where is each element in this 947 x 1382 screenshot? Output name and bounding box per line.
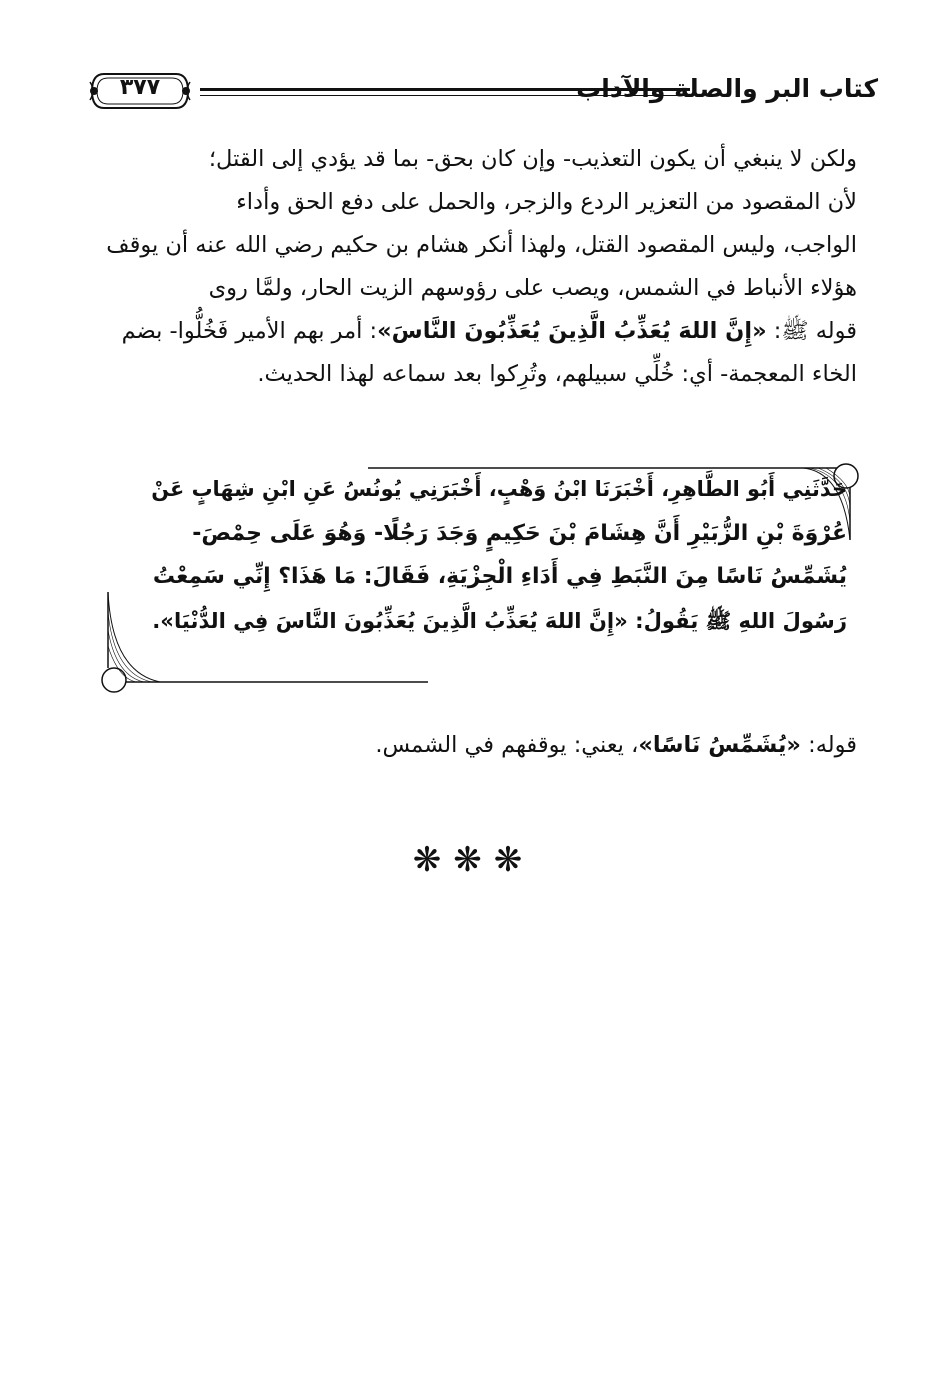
- section-separator-icon: ❋❋❋: [412, 840, 535, 880]
- hadith-text: [137, 468, 847, 642]
- commentary-line: ولكن لا ينبغي أن يكون التعذيب- وإن كان بحق- بما قد يؤدي إلى القتل؛: [208, 146, 857, 172]
- hadith-quote: «إِنَّ اللهَ يُعَذِّبُ الَّذِينَ يُعَذِّبُونَ النَّاسَ»: [377, 318, 767, 344]
- note-text: قوله:: [800, 732, 857, 758]
- header-rule-thin: [200, 95, 690, 96]
- commentary-line: [87, 310, 857, 353]
- hadith-line: رَسُولَ اللهِ ﷺ يَقُولُ: «إِنَّ اللهَ يُعَذِّبُ الَّذِينَ يُعَذِّبُونَ النَّاسَ فِي الدُّنْيَا».: [152, 607, 847, 633]
- commentary-line: الواجب، وليس المقصود القتل، ولهذا أنكر هشام بن حكيم رضي الله عنه أن يوقف: [106, 232, 857, 258]
- commentary-text: : أمر بهم الأمير فَخُلُّوا- بضم: [121, 318, 378, 344]
- header-rule: [200, 88, 690, 91]
- hadith-line: حَدَّثَنِي أَبُو الطَّاهِرِ، أَخْبَرَنَا ابْنُ وَهْبٍ، أَخْبَرَنِي يُونُسُ عَنِ ابْنِ شِهَابٍ عَنْ: [151, 477, 847, 501]
- commentary-line: هؤلاء الأنباط في الشمس، ويصب على رؤوسهم الزيت الحار، ولمَّا روى: [208, 275, 857, 301]
- note-text: ، يعني: يوقفهم في الشمس.: [375, 732, 639, 758]
- note-quote: «يُشَمِّسُ نَاسًا»: [638, 732, 801, 758]
- commentary-paragraph: [87, 138, 857, 396]
- commentary-line: لأن المقصود من التعزير الردع والزجر، والحمل على دفع الحق وأداء: [236, 189, 857, 215]
- commentary-text: قوله ﷺ:: [766, 318, 857, 344]
- commentary-line: الخاء المعجمة- أي: خُلِّي سبيلهم، وتُرِكوا بعد سماعه لهذا الحديث.: [257, 361, 857, 387]
- note-paragraph: [87, 724, 857, 767]
- page-header: [88, 62, 878, 122]
- page-number-ornament: [88, 70, 192, 112]
- hadith-line: يُشَمِّسُ نَاسًا مِنَ النَّبَطِ فِي أَدَاءِ الْجِزْيَةِ، فَقَالَ: مَا هَذَا؟ إِنِّي سَمِعْتُ: [152, 564, 847, 589]
- page-number: ٣٧٧: [119, 75, 161, 100]
- hadith-line: عُرْوَةَ بْنِ الزُّبَيْرِ أَنَّ هِشَامَ بْنَ حَكِيمٍ وَجَدَ رَجُلًا- وَهُوَ عَلَى حِمْصَ-: [192, 520, 847, 546]
- book-title: كتاب البر والصلة والآداب: [576, 74, 878, 103]
